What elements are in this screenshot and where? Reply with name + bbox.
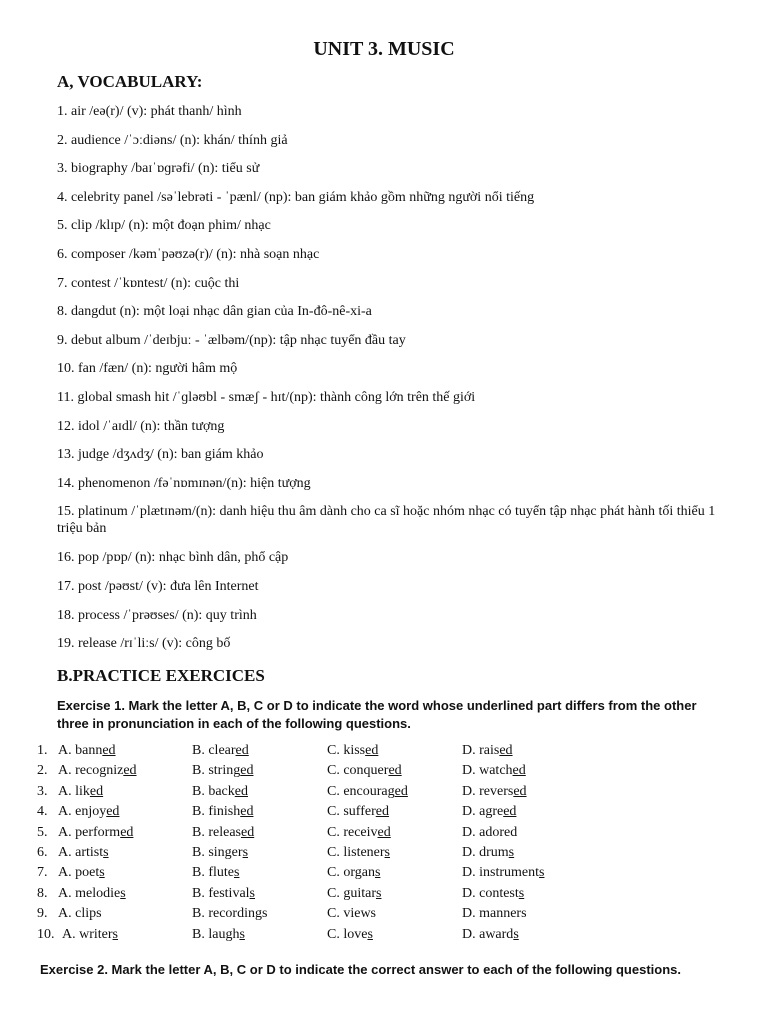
option-text: B. releas: [192, 824, 241, 840]
underlined-part: ed: [120, 824, 134, 840]
option-c: [327, 825, 462, 845]
underlined-part: s: [120, 885, 126, 901]
option-text: D. adored: [462, 824, 518, 840]
underlined-part: ed: [102, 743, 116, 758]
vocab-item: 14. phenomenon /fəˈnɒmɪnən/(n): hiện tượng: [57, 475, 311, 491]
question-number: 9.: [37, 906, 48, 922]
option-text: B. flute: [192, 865, 234, 881]
vocab-item: 11. global smash hit /ˈɡləʊbl - smæʃ - hɪt/(np): thành công lớn trên thế giới: [57, 389, 476, 405]
underlined-part: s: [239, 926, 245, 942]
option-c: [327, 845, 462, 865]
option-text: C. love: [327, 926, 368, 942]
underlined-part: s: [513, 926, 519, 942]
option-text: C. receiv: [327, 824, 378, 840]
question-row: [37, 927, 602, 947]
exercise1-heading: Exercise 1. Mark the letter A, B, C or D to indicate the word whose underlined part differs from the other three in pronunciation in each of the following questions.: [57, 698, 697, 731]
question-row: [37, 743, 602, 763]
option-text: D. manners: [462, 906, 527, 922]
vocab-item: 5. clip /klɪp/ (n): một đoạn phim/ nhạc: [57, 218, 271, 234]
underlined-part: ed: [512, 763, 526, 779]
option-text: B. laugh: [192, 926, 240, 942]
option-b: [192, 743, 327, 763]
question-row: [37, 825, 602, 845]
option-c: [327, 886, 462, 906]
underlined-part: s: [367, 926, 373, 942]
underlined-part: ed: [106, 804, 120, 820]
option-a: [37, 886, 192, 906]
option-a: [37, 845, 192, 865]
question-number: 8.: [37, 885, 48, 901]
option-text: B. clear: [192, 743, 236, 758]
option-text: D. revers: [462, 783, 514, 799]
underlined-part: s: [112, 926, 118, 942]
vocab-item: 16. pop /pɒp/ (n): nhạc bình dân, phổ cập: [57, 550, 289, 566]
option-c: [327, 743, 462, 763]
page-title: UNIT 3. MUSIC: [313, 38, 455, 60]
option-d: [462, 743, 602, 763]
underlined-part: ed: [394, 783, 408, 799]
vocab-item: 13. judge /dʒʌdʒ/ (n): ban giám khảo: [57, 447, 264, 463]
option-text: A. poet: [58, 865, 100, 881]
vocabulary-list: [57, 103, 717, 664]
option-c: [327, 784, 462, 804]
option-a: [37, 763, 192, 783]
underlined-part: s: [99, 865, 105, 881]
underlined-part: ed: [513, 783, 527, 799]
underlined-part: s: [234, 865, 240, 881]
option-text: B. back: [192, 783, 235, 799]
underlined-part: s: [508, 844, 515, 860]
option-d: [462, 886, 602, 906]
option-c: [327, 927, 462, 947]
vocab-item: 17. post /pəʊst/ (v): đưa lên Internet: [57, 578, 259, 594]
option-a: [37, 865, 192, 885]
option-b: [192, 906, 327, 926]
vocab-item: 4. celebrity panel /səˈlebrəti - ˈpænl/ (np): ban giám khảo gồm những người nổi tiếng: [57, 189, 535, 205]
option-a: [37, 784, 192, 804]
question-row: [37, 845, 602, 865]
option-a: [37, 927, 192, 947]
underlined-part: s: [374, 865, 381, 881]
option-text: C. views: [327, 906, 376, 922]
question-number: 6.: [37, 844, 48, 860]
option-c: [327, 906, 462, 926]
option-text: C. kiss: [327, 743, 366, 758]
question-row: [37, 763, 602, 783]
underlined-part: s: [103, 844, 109, 860]
option-text: A. artist: [58, 844, 104, 860]
option-text: C. encourag: [327, 783, 395, 799]
option-text: C. conquer: [327, 763, 389, 779]
vocab-item: 10. fan /fæn/ (n): người hâm mộ: [57, 361, 238, 377]
vocab-item: 1. air /eə(r)/ (v): phát thanh/ hình: [57, 104, 242, 119]
vocab-item: 19. release /rɪˈliːs/ (v): công bố: [57, 636, 231, 652]
underlined-part: ed: [375, 804, 389, 820]
underlined-part: ed: [240, 824, 255, 840]
underlined-part: ed: [503, 804, 517, 820]
question-number: 5.: [37, 824, 48, 840]
option-text: B. festival: [192, 885, 250, 901]
underlined-part: s: [376, 885, 382, 901]
option-text: D. drum: [462, 844, 509, 860]
question-row: [37, 906, 602, 926]
underlined-part: ed: [89, 783, 104, 799]
underlined-part: ed: [499, 743, 513, 758]
option-text: B. finish: [192, 804, 241, 820]
underlined-part: s: [539, 865, 545, 881]
vocab-item: 2. audience /ˈɔːdiəns/ (n): khán/ thính giả: [57, 132, 288, 148]
underlined-part: ed: [234, 783, 248, 799]
option-a: [37, 804, 192, 824]
option-text: A. lik: [58, 783, 90, 799]
vocab-item: 8. dangdut (n): một loại nhạc dân gian của In-đô-nê-xi-a: [57, 304, 372, 320]
option-c: [327, 804, 462, 824]
option-b: [192, 763, 327, 783]
question-row: [37, 784, 602, 804]
vocabulary-heading: A, VOCABULARY:: [57, 72, 203, 91]
option-d: [462, 865, 602, 885]
option-text: D. award: [462, 926, 514, 942]
option-b: [192, 927, 327, 947]
option-b: [192, 804, 327, 824]
option-text: D. contest: [462, 885, 519, 901]
vocab-item: 18. process /ˈprəʊses/ (n): quy trình: [57, 607, 257, 623]
option-text: A. bann: [58, 743, 103, 758]
option-text: A. writer: [62, 926, 113, 942]
underlined-part: s: [249, 885, 255, 901]
exercise2-heading: Exercise 2. Mark the letter A, B, C or D to indicate the correct answer to each of the following questions.: [40, 962, 681, 977]
option-text: A. clips: [58, 906, 102, 922]
underlined-part: ed: [365, 743, 379, 758]
vocab-item: 15. platinum /ˈplætɪnəm/(n): danh hiệu thu âm dành cho ca sĩ hoặc nhóm nhạc có tuyển tập nhạc phát hành tối thiểu 1 triệu bản: [57, 504, 716, 537]
practice-heading: B.PRACTICE EXERCICES: [57, 666, 265, 685]
underlined-part: s: [242, 844, 249, 860]
option-text: A. recogniz: [58, 763, 124, 779]
option-text: A. melodie: [58, 885, 121, 901]
option-text: D. rais: [462, 743, 500, 758]
vocab-item: 3. biography /baɪˈɒɡrəfi/ (n): tiểu sử: [57, 161, 260, 177]
underlined-part: ed: [240, 763, 254, 779]
option-d: [462, 804, 602, 824]
option-d: [462, 927, 602, 947]
option-text: D. watch: [462, 763, 513, 779]
question-number: 7.: [37, 865, 48, 881]
question-number: 4.: [37, 804, 48, 820]
option-a: [37, 825, 192, 845]
question-row: [37, 804, 602, 824]
option-d: [462, 845, 602, 865]
question-number: 3.: [37, 783, 48, 799]
question-row: [37, 886, 602, 906]
question-row: [37, 865, 602, 885]
question-number: 1.: [37, 743, 48, 758]
underlined-part: ed: [240, 804, 254, 820]
vocab-item: 7. contest /ˈkɒntest/ (n): cuộc thi: [57, 275, 240, 291]
vocab-item: 6. composer /kəmˈpəʊzə(r)/ (n): nhà soạn nhạc: [57, 246, 320, 262]
underlined-part: s: [384, 844, 390, 860]
exercise1-table: [37, 743, 602, 947]
option-d: [462, 763, 602, 783]
option-b: [192, 784, 327, 804]
option-text: B. string: [192, 763, 241, 779]
option-text: D. agre: [462, 804, 504, 820]
underlined-part: ed: [123, 763, 137, 779]
option-text: C. listener: [327, 844, 385, 860]
question-number: 2.: [37, 763, 48, 779]
option-text: D. instrument: [462, 865, 539, 881]
option-c: [327, 865, 462, 885]
underlined-part: ed: [377, 824, 391, 840]
option-text: A. perform: [58, 824, 121, 840]
underlined-part: s: [518, 885, 525, 901]
option-b: [192, 865, 327, 885]
option-d: [462, 906, 602, 926]
option-d: [462, 784, 602, 804]
question-number: 10.: [37, 926, 55, 942]
option-text: B. singer: [192, 844, 243, 860]
option-b: [192, 845, 327, 865]
vocab-item: 9. debut album /ˈdeɪbjuː - ˈælbəm/(np): tập nhạc tuyển đầu tay: [57, 332, 406, 348]
option-b: [192, 825, 327, 845]
option-b: [192, 886, 327, 906]
option-text: B. recordings: [192, 906, 268, 922]
vocab-item: 12. idol /ˈaɪdl/ (n): thần tượng: [57, 418, 225, 434]
option-text: C. guitar: [327, 885, 376, 901]
option-a: [37, 743, 192, 763]
option-text: C. suffer: [327, 804, 376, 820]
option-d: [462, 825, 602, 845]
underlined-part: ed: [388, 763, 402, 779]
option-text: A. enjoy: [58, 804, 107, 820]
option-a: [37, 906, 192, 926]
underlined-part: ed: [235, 743, 249, 758]
option-c: [327, 763, 462, 783]
option-text: C. organ: [327, 865, 375, 881]
